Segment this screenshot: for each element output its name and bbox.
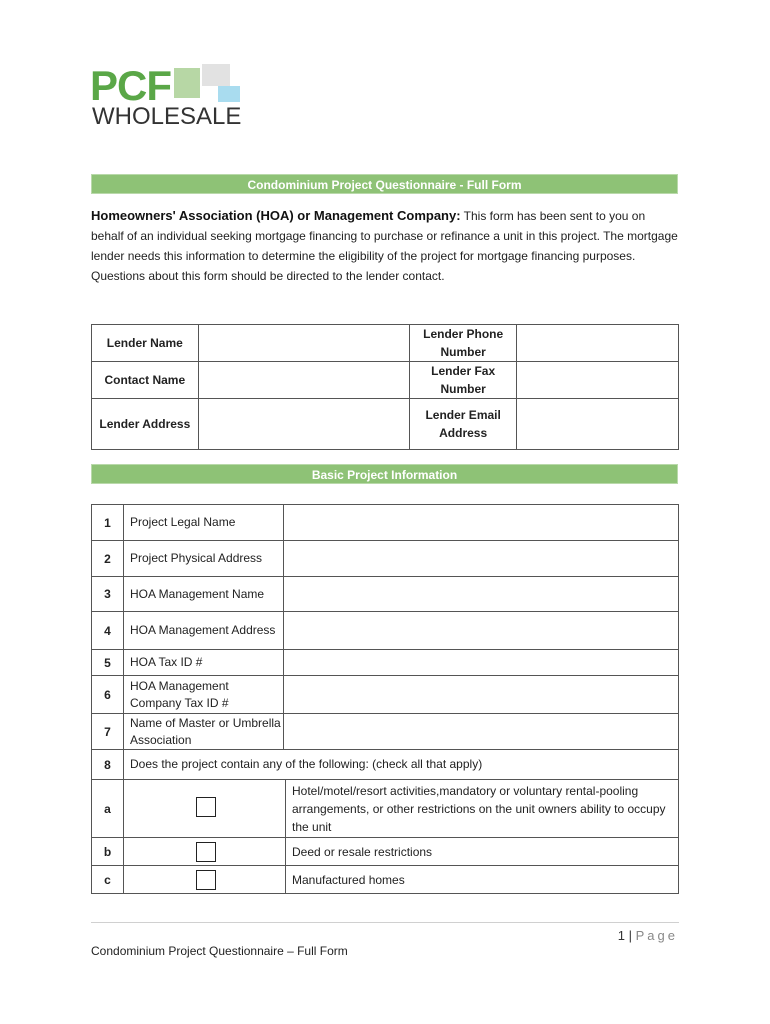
- row-label: HOA Management Name: [124, 577, 284, 612]
- row-number: 8: [92, 750, 124, 780]
- logo-square-grey-icon: [202, 64, 230, 86]
- row-label: HOA Tax ID #: [124, 650, 284, 676]
- table-row: [92, 676, 679, 714]
- table-row: [92, 750, 679, 780]
- table-row: [92, 866, 679, 894]
- lender-address-label: Lender Address: [92, 399, 199, 450]
- option-letter: c: [92, 866, 124, 894]
- option-b-checkbox[interactable]: [196, 842, 216, 862]
- question-8-label: Does the project contain any of the following: (check all that apply): [124, 750, 679, 780]
- option-c-checkbox-cell: [124, 866, 286, 894]
- row-number: 1: [92, 505, 124, 541]
- footer-doc-title: Condominium Project Questionnaire – Full Form: [91, 944, 348, 958]
- contact-name-field[interactable]: [198, 362, 410, 399]
- option-text: Manufactured homes: [286, 866, 679, 894]
- option-text: Hotel/motel/resort activities,mandatory or voluntary rental-pooling arrangements, or other restrictions on the unit owners ability to occupy the unit: [286, 780, 679, 838]
- lender-email-label: [410, 399, 517, 450]
- table-row: [92, 650, 679, 676]
- form-title-bar: Condominium Project Questionnaire - Full Form: [91, 174, 678, 194]
- row-number: 2: [92, 541, 124, 577]
- lender-address-field[interactable]: [198, 399, 410, 450]
- page-number: [560, 928, 678, 943]
- logo-square-blue-icon: [218, 86, 240, 102]
- table-row: [92, 541, 679, 577]
- row-number: 3: [92, 577, 124, 612]
- row-label: Project Physical Address: [124, 541, 284, 577]
- page-number-value: 1: [617, 928, 626, 943]
- option-text: Deed or resale restrictions: [286, 838, 679, 866]
- hoa-management-name-field[interactable]: [284, 577, 679, 612]
- option-a-checkbox[interactable]: [196, 797, 216, 817]
- project-info-table: [91, 504, 679, 894]
- lender-email-field[interactable]: [516, 399, 678, 450]
- logo-pcf-text: PCF: [90, 62, 171, 109]
- lender-phone-label-line2: Number: [440, 345, 486, 359]
- lender-name-label: Lender Name: [92, 325, 199, 362]
- hoa-management-company-tax-id-field[interactable]: [284, 676, 679, 714]
- lender-fax-field[interactable]: [516, 362, 678, 399]
- lender-email-label-line2: Address: [439, 426, 488, 440]
- logo-wholesale-text: WHOLESALE: [92, 103, 242, 130]
- page-word: Page: [635, 928, 678, 943]
- option-b-checkbox-cell: [124, 838, 286, 866]
- master-association-field[interactable]: [284, 714, 679, 750]
- page-separator: |: [625, 928, 636, 943]
- lender-name-field[interactable]: [198, 325, 410, 362]
- option-a-checkbox-cell: [124, 780, 286, 838]
- row-label: HOA Management Address: [124, 612, 284, 650]
- row-number: 5: [92, 650, 124, 676]
- lender-phone-label: [410, 325, 517, 362]
- lender-fax-label-line1: Lender Fax: [431, 364, 496, 378]
- project-legal-name-field[interactable]: [284, 505, 679, 541]
- lender-phone-field[interactable]: [516, 325, 678, 362]
- row-number: 4: [92, 612, 124, 650]
- project-physical-address-field[interactable]: [284, 541, 679, 577]
- table-row: [92, 714, 679, 750]
- table-row: [92, 838, 679, 866]
- hoa-tax-id-field[interactable]: [284, 650, 679, 676]
- lender-info-table: [91, 324, 679, 450]
- lender-phone-label-line1: Lender Phone: [423, 327, 504, 341]
- table-row: [92, 505, 679, 541]
- intro-paragraph: [91, 206, 681, 286]
- row-label: HOA Management Company Tax ID #: [124, 676, 284, 714]
- row-number: 7: [92, 714, 124, 750]
- footer-divider: [91, 922, 679, 923]
- lender-fax-label: [410, 362, 517, 399]
- table-row: [92, 612, 679, 650]
- logo-square-green-icon: [174, 68, 200, 98]
- row-label: Name of Master or Umbrella Association: [124, 714, 284, 750]
- lender-email-label-line1: Lender Email: [425, 408, 501, 422]
- option-letter: b: [92, 838, 124, 866]
- option-letter: a: [92, 780, 124, 838]
- basic-project-bar: Basic Project Information: [91, 464, 678, 484]
- hoa-management-address-field[interactable]: [284, 612, 679, 650]
- lender-fax-label-line2: Number: [440, 382, 486, 396]
- option-c-checkbox[interactable]: [196, 870, 216, 890]
- contact-name-label: Contact Name: [92, 362, 199, 399]
- row-label: Project Legal Name: [124, 505, 284, 541]
- row-number: 6: [92, 676, 124, 714]
- pcf-wholesale-logo: [90, 62, 250, 132]
- intro-body: This form has been sent to you on behalf of an individual seeking mortgage financing to purchase or refinance a unit in this project. The mortgage lender needs this information to determine the eligibility of the project for mortgage financing purposes. Questions about this form should be directed to the lender contact.: [91, 209, 678, 283]
- table-row: [92, 577, 679, 612]
- intro-lead: Homeowners' Association (HOA) or Management Company:: [91, 208, 461, 223]
- table-row: [92, 780, 679, 838]
